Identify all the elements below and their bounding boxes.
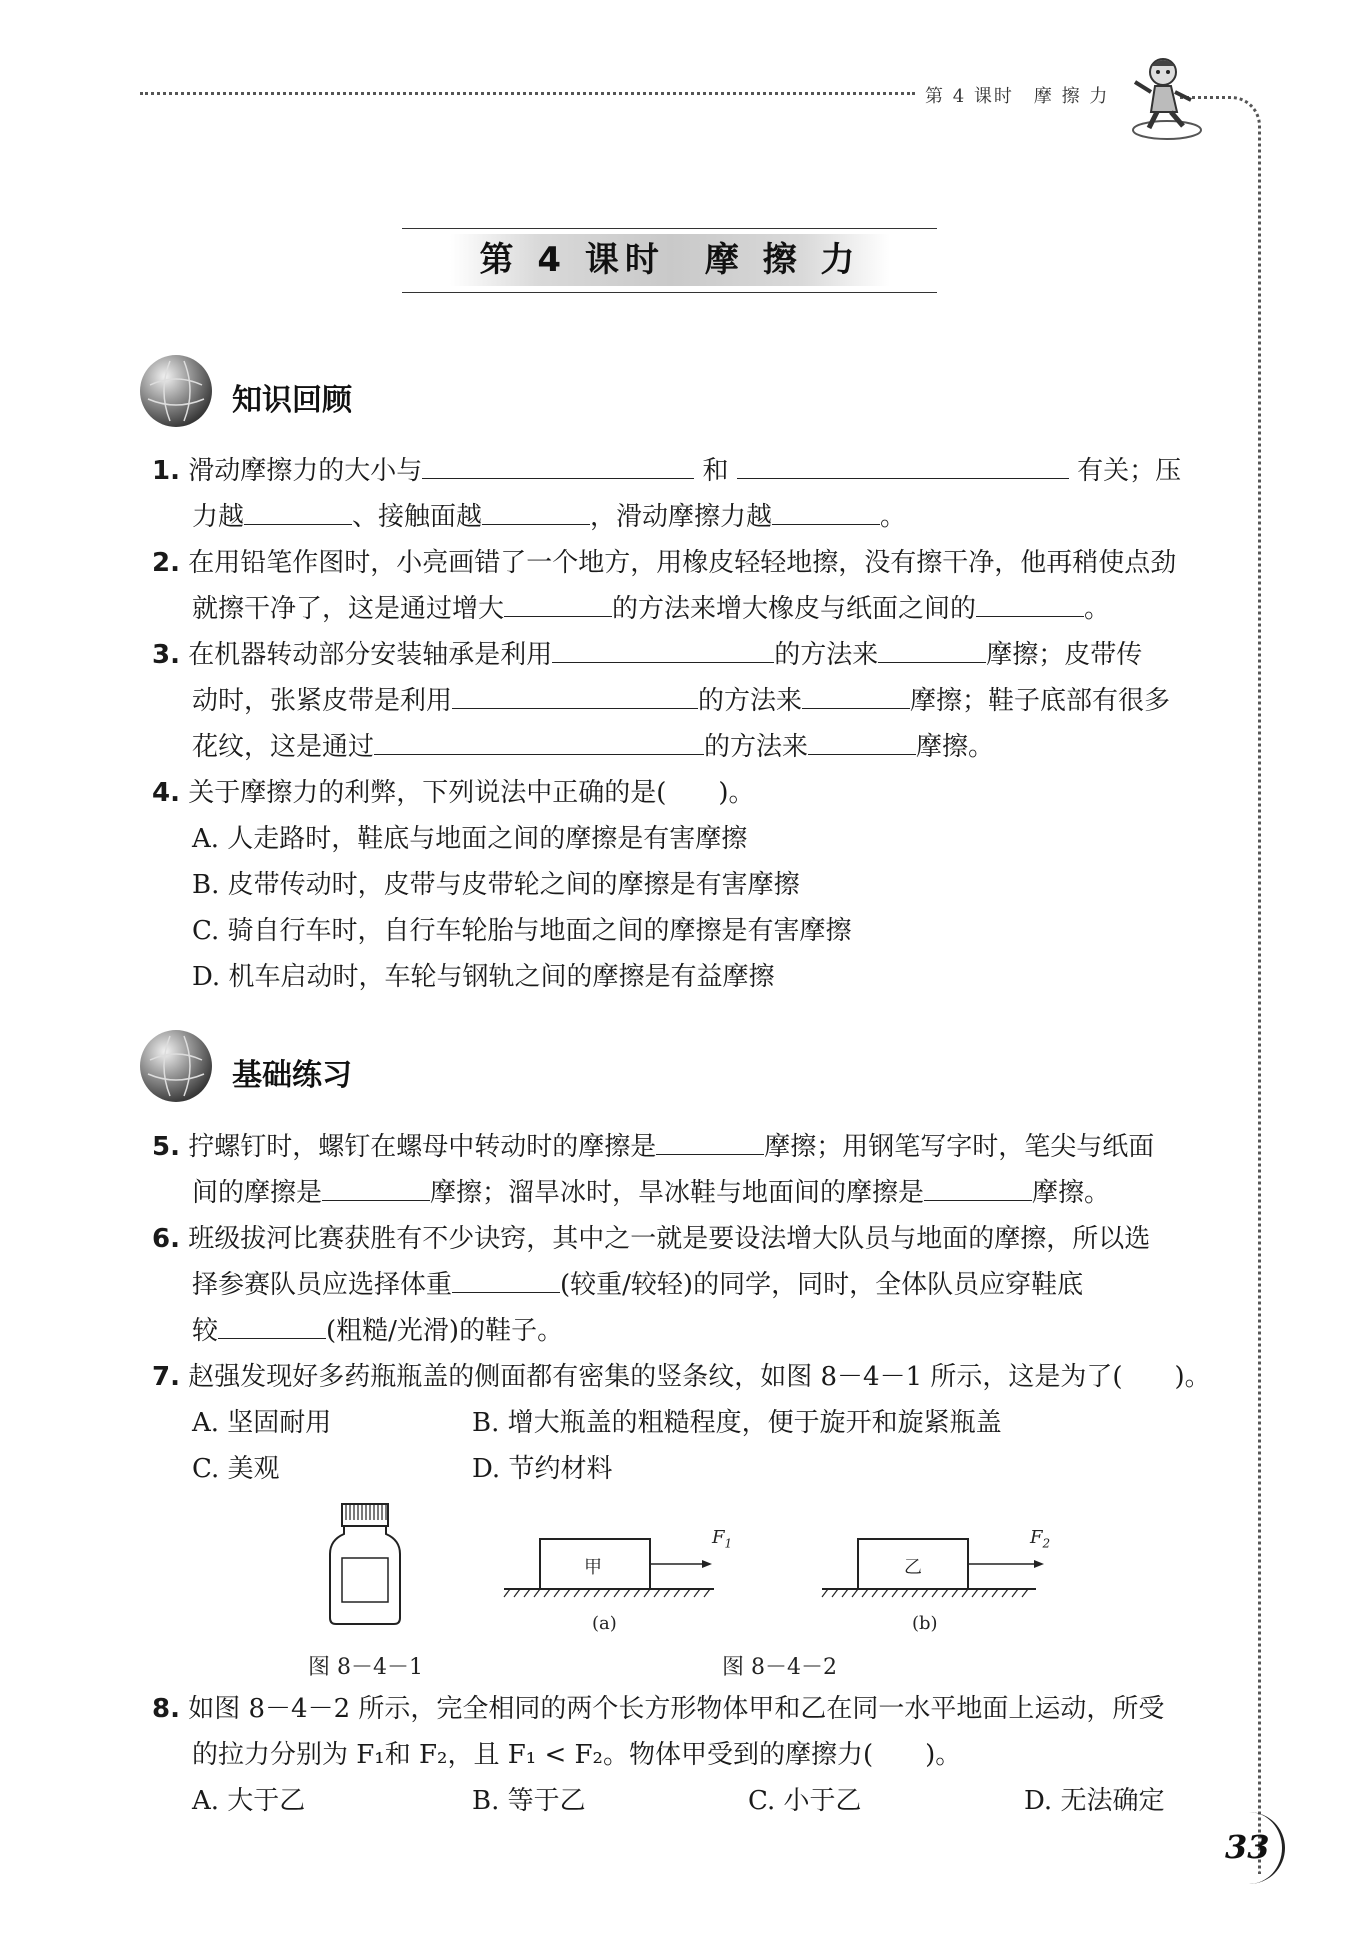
q8-text-a: 如图 8－4－2 所示，完全相同的两个长方形物体甲和乙在同一水平地面上运动，所受 bbox=[188, 1694, 1165, 1724]
question-6-line-2 bbox=[192, 1268, 1083, 1302]
q7-option-a[interactable]: A. 坚固耐用 bbox=[192, 1408, 332, 1438]
header-dotted-rule bbox=[140, 92, 915, 95]
page-dotted-frame bbox=[1180, 96, 1261, 1874]
q1-text-e: 、接触面越 bbox=[352, 502, 483, 532]
q1-text-a: 滑动摩擦力的大小与 bbox=[188, 456, 423, 486]
question-number: 7. bbox=[152, 1362, 180, 1392]
q1-text-g: 。 bbox=[880, 502, 907, 532]
q3-text-a: 在机器转动部分安装轴承是利用 bbox=[188, 640, 553, 670]
figure-8-4-1-caption: 图 8－4－1 bbox=[308, 1655, 423, 1680]
q4-stem-text: 关于摩擦力的利弊，下列说法中正确的是( )。 bbox=[188, 778, 755, 808]
q1-text-c: 有关；压 bbox=[1077, 456, 1182, 486]
question-5-line-1 bbox=[152, 1130, 1154, 1164]
q6-text-a: 班级拔河比赛获胜有不少诀窍，其中之一就是要设法增大队员与地面的摩擦，所以选 bbox=[188, 1224, 1151, 1254]
force-symbol: F bbox=[1030, 1527, 1043, 1548]
answer-blank[interactable] bbox=[808, 730, 916, 755]
running-header: 第 4 课时 摩 擦 力 bbox=[925, 86, 1110, 107]
title-rule-bottom bbox=[402, 292, 937, 293]
subfigure-a-label: (a) bbox=[592, 1613, 617, 1634]
answer-blank[interactable] bbox=[976, 592, 1084, 617]
question-4-stem bbox=[152, 776, 755, 810]
question-number: 2. bbox=[152, 548, 180, 578]
q4-option-b[interactable]: B. 皮带传动时，皮带与皮带轮之间的摩擦是有害摩擦 bbox=[192, 870, 800, 900]
q8-option-b[interactable]: B. 等于乙 bbox=[472, 1786, 586, 1816]
question-8-line-1 bbox=[152, 1692, 1164, 1726]
globe-icon bbox=[140, 355, 212, 427]
q8-option-a[interactable]: A. 大于乙 bbox=[192, 1786, 306, 1816]
question-number: 8. bbox=[152, 1694, 180, 1724]
question-number: 1. bbox=[152, 456, 180, 486]
question-8-line-2: 的拉力分别为 F₁和 F₂，且 F₁ < F₂。物体甲受到的摩擦力( )。 bbox=[192, 1740, 962, 1770]
answer-blank[interactable] bbox=[244, 500, 352, 525]
q7-option-d[interactable]: D. 节约材料 bbox=[472, 1454, 613, 1484]
q5-text-b: 摩擦；用钢笔写字时，笔尖与纸面 bbox=[764, 1132, 1155, 1162]
figure-8-4-2-caption: 图 8－4－2 bbox=[722, 1655, 837, 1680]
answer-blank[interactable] bbox=[802, 684, 910, 709]
q3-text-g: 花纹，这是通过 bbox=[192, 732, 375, 762]
question-3-line-2 bbox=[192, 684, 1170, 718]
medicine-bottle-figure bbox=[320, 1500, 410, 1630]
question-6-line-1 bbox=[152, 1222, 1150, 1256]
subfigure-b-label: (b) bbox=[912, 1613, 938, 1634]
q3-text-b: 的方法来 bbox=[774, 640, 879, 670]
question-1-line-2 bbox=[192, 500, 906, 534]
q7-option-c[interactable]: C. 美观 bbox=[192, 1454, 280, 1484]
question-6-line-3 bbox=[192, 1314, 563, 1348]
q1-text-b: 和 bbox=[702, 456, 729, 486]
question-3-line-1 bbox=[152, 638, 1142, 672]
answer-blank[interactable] bbox=[422, 454, 694, 479]
answer-blank[interactable] bbox=[482, 500, 590, 525]
figure-8-4-2a bbox=[500, 1525, 735, 1605]
section-title-review: 知识回顾 bbox=[232, 383, 352, 418]
q8-option-d[interactable]: D. 无法确定 bbox=[1024, 1786, 1165, 1816]
force-subscript: 1 bbox=[724, 1536, 733, 1551]
block-yi-label: 乙 bbox=[904, 1557, 922, 1578]
q4-option-c[interactable]: C. 骑自行车时，自行车轮胎与地面之间的摩擦是有害摩擦 bbox=[192, 916, 852, 946]
page-number: 33 bbox=[1225, 1828, 1270, 1866]
q3-text-e: 的方法来 bbox=[698, 686, 803, 716]
force-subscript: 2 bbox=[1042, 1536, 1051, 1551]
answer-blank[interactable] bbox=[924, 1176, 1032, 1201]
mascot-icon bbox=[1125, 52, 1205, 142]
answer-blank[interactable] bbox=[452, 1268, 560, 1293]
q5-text-a: 拧螺钉时，螺钉在螺母中转动时的摩擦是 bbox=[188, 1132, 657, 1162]
q2-text-b: 就擦干净了，这是通过增大 bbox=[192, 594, 505, 624]
question-3-line-3 bbox=[192, 730, 994, 764]
force-f2-label bbox=[1030, 1527, 1050, 1551]
q2-text-d: 。 bbox=[1084, 594, 1111, 624]
block-jia-label: 甲 bbox=[584, 1557, 602, 1578]
q1-text-d: 力越 bbox=[192, 502, 245, 532]
q4-option-a[interactable]: A. 人走路时，鞋底与地面之间的摩擦是有害摩擦 bbox=[192, 824, 748, 854]
answer-blank[interactable] bbox=[656, 1130, 764, 1155]
question-5-line-2 bbox=[192, 1176, 1110, 1210]
q5-text-e: 摩擦。 bbox=[1032, 1178, 1111, 1208]
q3-text-h: 的方法来 bbox=[704, 732, 809, 762]
q2-text-a: 在用铅笔作图时，小亮画错了一个地方，用橡皮轻轻地擦，没有擦干净，他再稍使点劲 bbox=[188, 548, 1177, 578]
globe-icon bbox=[140, 1030, 212, 1102]
answer-blank[interactable] bbox=[452, 684, 698, 709]
q6-text-b: 择参赛队员应选择体重 bbox=[192, 1270, 453, 1300]
q7-stem-text: 赵强发现好多药瓶瓶盖的侧面都有密集的竖条纹，如图 8－4－1 所示，这是为了( )。 bbox=[188, 1362, 1211, 1392]
answer-blank[interactable] bbox=[322, 1176, 430, 1201]
question-2-line-2 bbox=[192, 592, 1110, 626]
lesson-title: 第 4 课时 摩 擦 力 bbox=[450, 234, 890, 286]
force-symbol: F bbox=[712, 1527, 725, 1548]
answer-blank[interactable] bbox=[504, 592, 612, 617]
question-number: 6. bbox=[152, 1224, 180, 1254]
figure-8-4-2b bbox=[818, 1525, 1058, 1605]
q8-option-c[interactable]: C. 小于乙 bbox=[748, 1786, 862, 1816]
question-number: 3. bbox=[152, 640, 180, 670]
answer-blank[interactable] bbox=[772, 500, 880, 525]
question-1-line-1 bbox=[152, 454, 1181, 488]
question-number: 4. bbox=[152, 778, 180, 808]
section-title-practice: 基础练习 bbox=[232, 1058, 352, 1093]
q3-text-d: 动时，张紧皮带是利用 bbox=[192, 686, 453, 716]
q2-text-c: 的方法来增大橡皮与纸面之间的 bbox=[612, 594, 977, 624]
q3-text-f: 摩擦；鞋子底部有很多 bbox=[910, 686, 1171, 716]
question-number: 5. bbox=[152, 1132, 180, 1162]
lesson-title-block bbox=[402, 228, 937, 296]
q6-text-e: (粗糙/光滑)的鞋子。 bbox=[326, 1316, 564, 1346]
answer-blank[interactable] bbox=[737, 454, 1069, 479]
q4-option-d[interactable]: D. 机车启动时，车轮与钢轨之间的摩擦是有益摩擦 bbox=[192, 962, 775, 992]
q3-text-c: 摩擦；皮带传 bbox=[986, 640, 1143, 670]
question-2-line-1 bbox=[152, 546, 1176, 580]
answer-blank[interactable] bbox=[878, 638, 986, 663]
force-f1-label bbox=[712, 1527, 732, 1551]
q5-text-d: 摩擦；溜旱冰时，旱冰鞋与地面间的摩擦是 bbox=[430, 1178, 925, 1208]
q1-text-f: ，滑动摩擦力越 bbox=[590, 502, 773, 532]
answer-blank[interactable] bbox=[374, 730, 704, 755]
q5-text-c: 间的摩擦是 bbox=[192, 1178, 323, 1208]
q3-text-i: 摩擦。 bbox=[916, 732, 995, 762]
q6-text-c: (较重/较轻)的同学，同时，全体队员应穿鞋底 bbox=[560, 1270, 1084, 1300]
answer-blank[interactable] bbox=[552, 638, 774, 663]
question-7-stem bbox=[152, 1360, 1211, 1394]
q6-text-d: 较 bbox=[192, 1316, 219, 1346]
answer-blank[interactable] bbox=[218, 1314, 326, 1339]
title-rule-top bbox=[402, 228, 937, 229]
q7-option-b[interactable]: B. 增大瓶盖的粗糙程度，便于旋开和旋紧瓶盖 bbox=[472, 1408, 1002, 1438]
